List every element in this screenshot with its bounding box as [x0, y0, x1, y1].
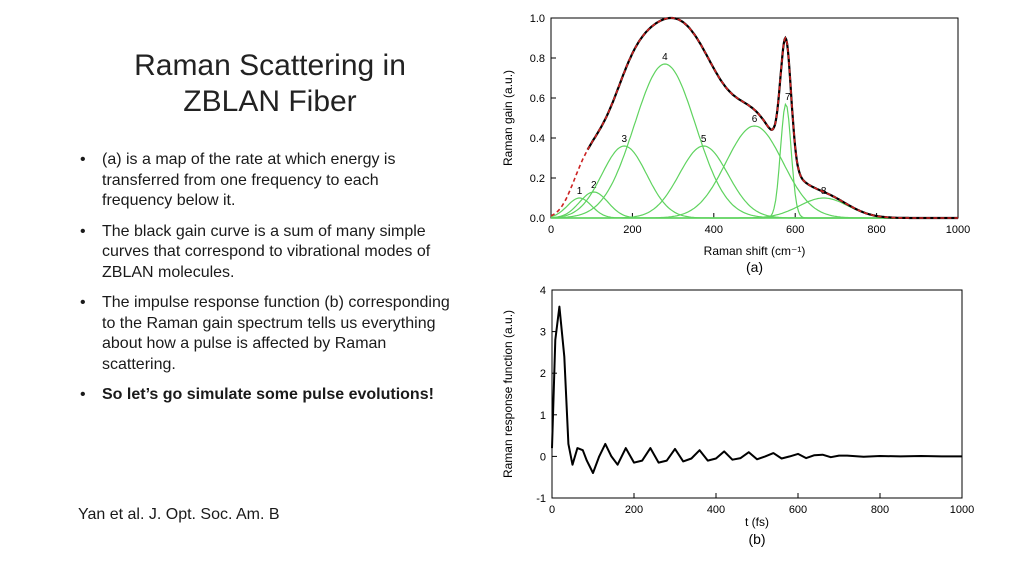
bullet-item — [78, 385, 453, 406]
slide-title — [80, 48, 460, 120]
bullet-text: So let’s go simulate some pulse evolutions! — [102, 386, 434, 403]
component-curve — [551, 192, 958, 218]
total-gain-curve — [588, 18, 958, 218]
bullet-text: The black gain curve is a sum of many simple curves that correspond to vibrational modes of ZBLAN molecules. — [102, 222, 431, 281]
component-label: 5 — [700, 134, 707, 145]
y-tick-label: 0.4 — [529, 133, 545, 145]
component-curve — [551, 198, 958, 218]
panel-label: (b) — [748, 531, 766, 547]
component-label: 2 — [590, 180, 597, 191]
bullet-text: (a) is a map of the rate at which energy is transferred from one frequency to each frequency below it. — [102, 151, 396, 209]
component-label: 7 — [785, 92, 791, 103]
y-tick-label: 0.0 — [529, 213, 545, 225]
y-tick-label: 0 — [539, 451, 546, 464]
y-axis-label: Raman response function (a.u.) — [501, 309, 515, 479]
component-curve — [551, 64, 958, 218]
bullet-symbol: • — [80, 151, 86, 168]
bullet-symbol: • — [80, 386, 86, 403]
x-axis-label: t (fs) — [745, 515, 769, 529]
bullet-text: The impulse response function (b) corresponding to the Raman gain spectrum tells us everything about how a pulse is affected by Raman scattering. — [102, 294, 450, 373]
x-tick-label: 800 — [867, 224, 886, 236]
x-tick-label: 600 — [786, 224, 805, 236]
x-tick-label: 200 — [624, 504, 644, 516]
y-tick-label: 1 — [539, 409, 546, 422]
bullet-list — [78, 150, 453, 416]
bullet-item — [78, 222, 453, 284]
title-line-2: ZBLAN Fiber — [183, 85, 357, 118]
x-tick-label: 0 — [548, 504, 556, 516]
y-tick-label: 0.6 — [529, 93, 545, 105]
x-tick-label: 400 — [704, 224, 723, 236]
bullet-symbol: • — [80, 294, 86, 311]
x-tick-label: 1000 — [949, 504, 975, 516]
plot-frame — [552, 290, 962, 498]
y-tick-label: 0.8 — [529, 53, 545, 65]
bullet-symbol: • — [80, 222, 86, 240]
citation: Yan et al. J. Opt. Soc. Am. B — [78, 506, 280, 523]
x-axis-label: Raman shift (cm⁻¹) — [703, 244, 806, 258]
raman-response-chart — [494, 286, 994, 554]
y-tick-label: -1 — [536, 493, 546, 505]
component-label: 4 — [662, 52, 668, 63]
component-label: 8 — [820, 186, 827, 197]
y-tick-label: 3 — [539, 326, 546, 339]
y-tick-label: 4 — [539, 286, 546, 297]
x-tick-label: 0 — [547, 224, 555, 236]
component-label: 1 — [576, 186, 583, 197]
y-tick-label: 2 — [539, 368, 546, 381]
bullet-item — [78, 150, 453, 212]
response-curve — [552, 307, 962, 473]
y-tick-label: 0.2 — [529, 173, 545, 185]
raman-gain-chart — [494, 10, 994, 280]
component-label: 3 — [621, 134, 628, 145]
y-axis-label: Raman gain (a.u.) — [501, 69, 515, 167]
x-tick-label: 600 — [788, 504, 808, 516]
x-tick-label: 400 — [706, 504, 726, 516]
x-tick-label: 1000 — [945, 224, 971, 236]
component-label: 6 — [751, 114, 758, 125]
y-tick-label: 1.0 — [529, 13, 545, 25]
x-tick-label: 800 — [870, 504, 890, 516]
title-line-1: Raman Scattering in — [134, 49, 406, 82]
component-curve — [551, 126, 958, 218]
panel-label: (a) — [745, 259, 764, 275]
bullet-item — [78, 293, 453, 375]
component-curve — [551, 198, 958, 218]
x-tick-label: 200 — [623, 224, 642, 236]
